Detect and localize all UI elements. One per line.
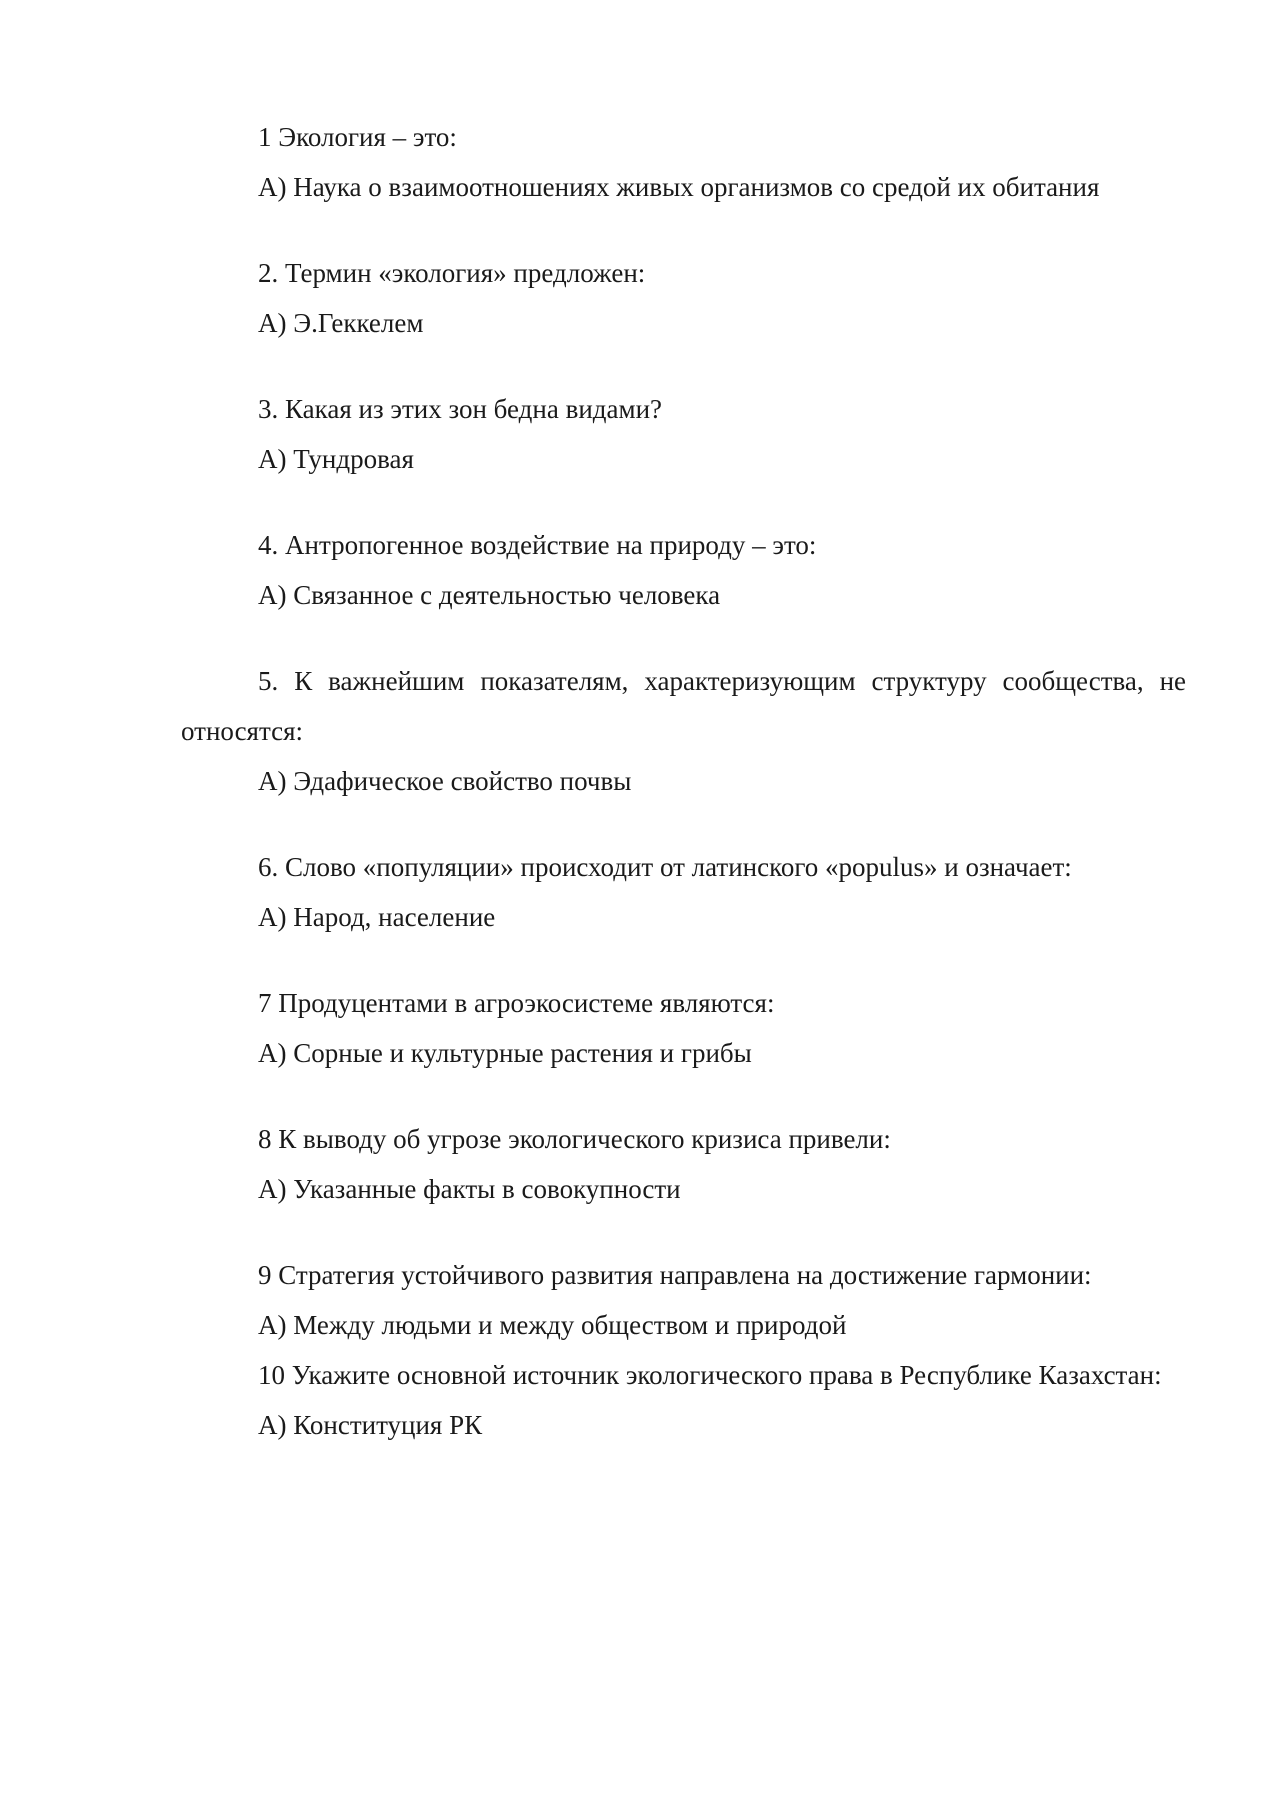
question-2: 2. Термин «экология» предложен: bbox=[258, 258, 646, 288]
question-3: 3. Какая из этих зон бедна видами? bbox=[258, 394, 663, 424]
answer-6: А) Народ, население bbox=[258, 902, 496, 932]
answer-4: А) Связанное с деятельностью человека bbox=[258, 580, 721, 610]
question-5: 5. К важнейшим показателям, характеризующим структуру сообщества, не относятся: bbox=[181, 666, 1186, 746]
answer-5: А) Эдафическое свойство почвы bbox=[258, 766, 632, 796]
question-10: 10 Укажите основной источник экологического права в Республике Казахстан: bbox=[258, 1360, 1162, 1390]
answer-2: А) Э.Геккелем bbox=[258, 308, 424, 338]
answer-7: А) Сорные и культурные растения и грибы bbox=[258, 1038, 752, 1068]
answer-8: А) Указанные факты в совокупности bbox=[258, 1174, 681, 1204]
answer-3: А) Тундровая bbox=[258, 444, 414, 474]
document-body bbox=[181, 112, 1186, 1450]
answer-9: А) Между людьми и между обществом и природой bbox=[258, 1310, 847, 1340]
question-4: 4. Антропогенное воздействие на природу – это: bbox=[258, 530, 817, 560]
question-1: 1 Экология – это: bbox=[258, 122, 457, 152]
question-7: 7 Продуцентами в агроэкосистеме являются: bbox=[258, 988, 775, 1018]
question-6: 6. Слово «популяции» происходит от латинского «populus» и означает: bbox=[258, 852, 1072, 882]
answer-1: А) Наука о взаимоотношениях живых организмов со средой их обитания bbox=[258, 172, 1100, 202]
answer-10: А) Конституция РК bbox=[258, 1410, 483, 1440]
question-8: 8 К выводу об угрозе экологического кризиса привели: bbox=[258, 1124, 891, 1154]
question-9: 9 Стратегия устойчивого развития направлена на достижение гармонии: bbox=[258, 1260, 1092, 1290]
